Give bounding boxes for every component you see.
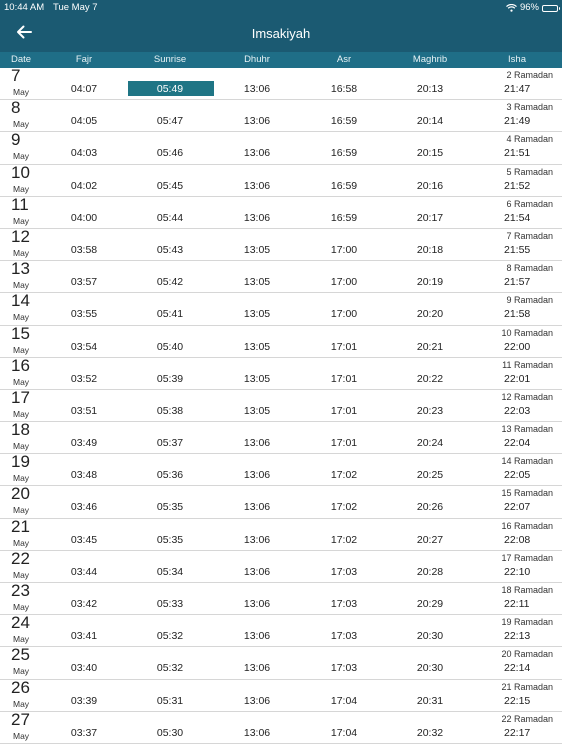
date-month: May bbox=[13, 569, 30, 580]
column-header-dhuhr: Dhuhr bbox=[244, 54, 270, 65]
isha-time: 21:58 bbox=[504, 308, 531, 321]
fajr-time: 03:57 bbox=[70, 276, 98, 289]
hijri-date: 20 Ramadan bbox=[501, 649, 553, 660]
dhuhr-time: 13:05 bbox=[243, 308, 271, 321]
date-day: 25 bbox=[11, 645, 30, 665]
fajr-time: 03:55 bbox=[70, 308, 98, 321]
fajr-time: 03:46 bbox=[70, 501, 98, 514]
fajr-time: 04:05 bbox=[70, 115, 98, 128]
hijri-date: 5 Ramadan bbox=[506, 166, 553, 177]
date-day: 15 bbox=[11, 323, 30, 343]
dhuhr-time: 13:06 bbox=[243, 115, 271, 128]
asr-time: 17:02 bbox=[330, 533, 358, 546]
hijri-date: 17 Ramadan bbox=[501, 552, 553, 563]
hijri-date: 3 Ramadan bbox=[506, 102, 553, 113]
date-month: May bbox=[13, 151, 30, 162]
dhuhr-time: 13:06 bbox=[243, 437, 271, 450]
date-month: May bbox=[13, 666, 30, 677]
maghrib-time: 20:30 bbox=[416, 630, 444, 643]
column-header-maghrib: Maghrib bbox=[412, 54, 448, 65]
date-day: 7 bbox=[11, 66, 21, 85]
date-day: 17 bbox=[11, 387, 30, 407]
fajr-time: 03:37 bbox=[70, 726, 98, 739]
fajr-time: 03:52 bbox=[70, 372, 98, 385]
date-month: May bbox=[13, 247, 30, 258]
date-day: 11 bbox=[11, 194, 29, 214]
dhuhr-time: 13:05 bbox=[243, 276, 271, 289]
dhuhr-time: 13:05 bbox=[243, 372, 271, 385]
date-month: May bbox=[13, 441, 30, 452]
dhuhr-time: 13:06 bbox=[243, 83, 271, 95]
dhuhr-time: 13:06 bbox=[243, 694, 271, 707]
asr-time: 16:59 bbox=[330, 115, 358, 128]
maghrib-time: 20:26 bbox=[416, 501, 444, 514]
asr-time: 17:03 bbox=[330, 662, 358, 675]
date-day: 16 bbox=[11, 355, 30, 375]
hijri-date: 11 Ramadan bbox=[502, 359, 553, 370]
isha-time: 21:54 bbox=[504, 211, 531, 224]
date-day: 18 bbox=[11, 420, 30, 440]
table-row[interactable] bbox=[0, 323, 562, 358]
table-row[interactable] bbox=[0, 486, 562, 518]
fajr-time: 03:45 bbox=[70, 533, 98, 546]
date-day: 23 bbox=[11, 581, 30, 600]
sunrise-time: 05:43 bbox=[156, 243, 184, 256]
column-header-asr: Asr bbox=[336, 54, 352, 65]
date-day: 22 bbox=[11, 548, 30, 568]
sunrise-time: 05:37 bbox=[156, 437, 184, 450]
hijri-date: 22 Ramadan bbox=[501, 713, 553, 724]
maghrib-time: 20:32 bbox=[416, 726, 444, 739]
isha-time: 21:57 bbox=[504, 276, 531, 289]
date-month: May bbox=[13, 505, 30, 516]
dhuhr-time: 13:05 bbox=[243, 340, 271, 353]
fajr-time: 04:07 bbox=[70, 83, 98, 95]
asr-time: 17:01 bbox=[330, 372, 358, 385]
table-row[interactable] bbox=[0, 293, 562, 325]
sunrise-time: 05:40 bbox=[156, 340, 184, 353]
fajr-time: 03:48 bbox=[70, 469, 98, 482]
maghrib-time: 20:20 bbox=[416, 308, 444, 321]
maghrib-time: 20:15 bbox=[416, 147, 444, 160]
date-day: 24 bbox=[11, 613, 30, 633]
status-time: 10:44 AM bbox=[4, 2, 45, 13]
isha-time: 22:13 bbox=[504, 630, 531, 643]
asr-time: 16:59 bbox=[330, 147, 358, 160]
date-month: May bbox=[13, 698, 30, 709]
sunrise-time: 05:41 bbox=[156, 308, 184, 321]
isha-time: 22:04 bbox=[504, 437, 531, 450]
dhuhr-time: 13:06 bbox=[243, 179, 271, 192]
sunrise-time: 05:36 bbox=[156, 469, 184, 482]
date-month: May bbox=[13, 312, 30, 323]
hijri-date: 9 Ramadan bbox=[506, 295, 553, 306]
table-row[interactable] bbox=[0, 548, 562, 583]
table-row[interactable] bbox=[0, 677, 562, 712]
maghrib-time: 20:25 bbox=[416, 469, 444, 482]
maghrib-time: 20:23 bbox=[416, 404, 444, 417]
maghrib-time: 20:21 bbox=[416, 340, 444, 353]
column-header-fajr: Fajr bbox=[75, 54, 93, 65]
date-day: 19 bbox=[11, 452, 30, 472]
isha-time: 22:10 bbox=[504, 565, 531, 578]
hijri-date: 19 Ramadan bbox=[501, 617, 553, 628]
timetable-list[interactable] bbox=[0, 68, 562, 744]
fajr-time: 04:00 bbox=[70, 211, 98, 224]
fajr-time: 03:58 bbox=[70, 243, 98, 256]
dhuhr-time: 13:06 bbox=[243, 598, 271, 610]
date-day: 21 bbox=[11, 516, 30, 536]
isha-time: 22:15 bbox=[504, 694, 531, 707]
sunrise-time: 05:34 bbox=[156, 565, 184, 578]
sunrise-time: 05:45 bbox=[156, 179, 184, 192]
fajr-time: 03:44 bbox=[70, 565, 98, 578]
dhuhr-time: 13:06 bbox=[243, 630, 271, 643]
dhuhr-time: 13:06 bbox=[243, 469, 271, 482]
table-row[interactable] bbox=[0, 454, 562, 486]
isha-time: 22:17 bbox=[504, 726, 531, 739]
status-bar bbox=[0, 0, 562, 16]
isha-time: 22:07 bbox=[504, 501, 531, 514]
sunrise-time: 05:35 bbox=[156, 501, 184, 514]
date-day: 26 bbox=[11, 677, 30, 697]
date-day: 9 bbox=[11, 130, 21, 150]
asr-time: 17:00 bbox=[330, 276, 358, 289]
maghrib-time: 20:29 bbox=[416, 598, 444, 610]
asr-time: 17:04 bbox=[330, 694, 358, 707]
date-month: May bbox=[13, 473, 30, 484]
dhuhr-time: 13:06 bbox=[243, 565, 271, 578]
date-month: May bbox=[13, 215, 30, 226]
hijri-date: 8 Ramadan bbox=[506, 263, 553, 274]
fajr-time: 03:49 bbox=[70, 437, 98, 450]
fajr-time: 03:39 bbox=[70, 694, 98, 707]
sunrise-time: 05:49 bbox=[156, 83, 184, 95]
wifi-icon bbox=[506, 4, 517, 12]
date-day: 10 bbox=[11, 162, 30, 182]
hijri-date: 13 Ramadan bbox=[501, 424, 553, 435]
sunrise-time: 05:35 bbox=[156, 533, 184, 546]
date-month: May bbox=[13, 537, 30, 548]
maghrib-time: 20:27 bbox=[416, 533, 444, 546]
hijri-date: 12 Ramadan bbox=[501, 391, 553, 402]
page-title: Imsakiyah bbox=[251, 26, 311, 41]
hijri-date: 18 Ramadan bbox=[501, 585, 553, 595]
isha-time: 22:00 bbox=[504, 340, 531, 353]
isha-time: 21:47 bbox=[504, 83, 531, 95]
date-month: May bbox=[13, 183, 30, 194]
navigation-bar bbox=[0, 16, 562, 52]
isha-time: 22:14 bbox=[504, 662, 531, 675]
isha-time: 22:03 bbox=[504, 404, 531, 417]
hijri-date: 2 Ramadan bbox=[506, 70, 553, 80]
maghrib-time: 20:24 bbox=[416, 437, 444, 450]
date-day: 8 bbox=[11, 98, 21, 118]
hijri-date: 6 Ramadan bbox=[506, 198, 553, 209]
maghrib-time: 20:30 bbox=[416, 662, 444, 675]
table-row[interactable] bbox=[0, 132, 562, 164]
hijri-date: 16 Ramadan bbox=[501, 520, 553, 531]
sunrise-time: 05:32 bbox=[156, 662, 184, 675]
isha-time: 21:52 bbox=[504, 179, 531, 192]
isha-time: 22:08 bbox=[504, 533, 531, 546]
isha-time: 22:11 bbox=[504, 598, 530, 610]
hijri-date: 4 Ramadan bbox=[506, 134, 553, 145]
date-month: May bbox=[13, 408, 30, 419]
table-row[interactable] bbox=[0, 162, 562, 197]
date-month: May bbox=[13, 344, 30, 355]
battery-percent: 96% bbox=[519, 2, 539, 13]
date-month: May bbox=[13, 280, 30, 291]
table-row[interactable] bbox=[0, 194, 562, 229]
dhuhr-time: 13:06 bbox=[243, 501, 271, 514]
sunrise-time: 05:31 bbox=[156, 694, 184, 707]
date-day: 14 bbox=[11, 291, 30, 311]
date-month: May bbox=[13, 119, 30, 130]
fajr-time: 03:51 bbox=[70, 404, 98, 417]
maghrib-time: 20:16 bbox=[416, 179, 444, 192]
table-row[interactable] bbox=[0, 615, 562, 647]
status-date: Tue May 7 bbox=[53, 2, 98, 13]
date-day: 13 bbox=[11, 259, 30, 279]
hijri-date: 15 Ramadan bbox=[501, 488, 553, 499]
asr-time: 17:01 bbox=[330, 340, 358, 353]
dhuhr-time: 13:05 bbox=[243, 404, 271, 417]
table-row[interactable] bbox=[0, 647, 562, 679]
isha-time: 21:49 bbox=[504, 115, 531, 128]
asr-time: 17:03 bbox=[330, 630, 358, 643]
table-row[interactable] bbox=[0, 68, 562, 100]
fajr-time: 03:41 bbox=[70, 630, 98, 643]
maghrib-time: 20:18 bbox=[416, 243, 444, 256]
table-row[interactable] bbox=[0, 100, 562, 132]
fajr-time: 03:40 bbox=[70, 662, 98, 675]
maghrib-time: 20:31 bbox=[416, 694, 444, 707]
isha-time: 21:55 bbox=[504, 243, 531, 256]
table-row[interactable] bbox=[0, 516, 562, 551]
sunrise-time: 05:39 bbox=[156, 372, 184, 385]
isha-time: 22:01 bbox=[504, 372, 531, 385]
column-header-date: Date bbox=[10, 54, 32, 65]
column-header-sunrise: Sunrise bbox=[153, 54, 187, 65]
asr-time: 17:03 bbox=[330, 598, 358, 610]
table-row[interactable] bbox=[0, 422, 562, 454]
column-header-isha: Isha bbox=[508, 54, 526, 65]
asr-time: 17:00 bbox=[330, 243, 358, 256]
sunrise-time: 05:32 bbox=[156, 630, 184, 643]
isha-time: 22:05 bbox=[504, 469, 531, 482]
asr-time: 17:02 bbox=[330, 501, 358, 514]
hijri-date: 7 Ramadan bbox=[506, 230, 553, 241]
maghrib-time: 20:28 bbox=[416, 565, 444, 578]
sunrise-time: 05:38 bbox=[156, 404, 184, 417]
date-month: May bbox=[13, 376, 30, 387]
hijri-date: 14 Ramadan bbox=[501, 456, 553, 467]
asr-time: 17:00 bbox=[330, 308, 358, 321]
table-row[interactable] bbox=[0, 261, 562, 293]
hijri-date: 10 Ramadan bbox=[501, 327, 553, 338]
maghrib-time: 20:14 bbox=[416, 115, 444, 128]
asr-time: 17:03 bbox=[330, 565, 358, 578]
date-day: 27 bbox=[11, 709, 30, 729]
table-header bbox=[0, 52, 562, 68]
table-row[interactable] bbox=[0, 583, 562, 615]
dhuhr-time: 13:06 bbox=[243, 147, 271, 160]
table-row[interactable] bbox=[0, 387, 562, 422]
table-row[interactable] bbox=[0, 355, 562, 390]
sunrise-time: 05:44 bbox=[156, 211, 184, 224]
battery-icon bbox=[542, 5, 558, 12]
sunrise-time: 05:30 bbox=[156, 726, 184, 739]
sunrise-time: 05:46 bbox=[156, 147, 184, 160]
table-row[interactable] bbox=[0, 709, 562, 744]
dhuhr-time: 13:06 bbox=[243, 726, 271, 739]
asr-time: 17:04 bbox=[330, 726, 358, 739]
maghrib-time: 20:13 bbox=[416, 83, 444, 95]
asr-time: 16:59 bbox=[330, 179, 358, 192]
table-row[interactable] bbox=[0, 226, 562, 261]
date-month: May bbox=[13, 730, 30, 741]
asr-time: 16:58 bbox=[330, 83, 358, 95]
fajr-time: 04:03 bbox=[70, 147, 98, 160]
date-day: 12 bbox=[11, 226, 30, 246]
fajr-time: 03:54 bbox=[70, 340, 98, 353]
dhuhr-time: 13:06 bbox=[243, 533, 271, 546]
dhuhr-time: 13:05 bbox=[243, 243, 271, 256]
dhuhr-time: 13:06 bbox=[243, 662, 271, 675]
sunrise-time: 05:47 bbox=[156, 115, 184, 128]
maghrib-time: 20:17 bbox=[416, 211, 444, 224]
status-indicators bbox=[506, 0, 558, 16]
hijri-date: 21 Ramadan bbox=[501, 681, 553, 692]
fajr-time: 03:42 bbox=[70, 598, 98, 610]
asr-time: 17:02 bbox=[330, 469, 358, 482]
sunrise-time: 05:33 bbox=[156, 598, 184, 610]
date-month: May bbox=[13, 87, 30, 97]
date-day: 20 bbox=[11, 484, 30, 504]
asr-time: 17:01 bbox=[330, 437, 358, 450]
isha-time: 21:51 bbox=[504, 147, 531, 160]
asr-time: 17:01 bbox=[330, 404, 358, 417]
fajr-time: 04:02 bbox=[70, 179, 98, 192]
date-month: May bbox=[13, 602, 30, 612]
maghrib-time: 20:22 bbox=[416, 372, 444, 385]
asr-time: 16:59 bbox=[330, 211, 358, 224]
sunrise-time: 05:42 bbox=[156, 276, 184, 289]
maghrib-time: 20:19 bbox=[416, 276, 444, 289]
dhuhr-time: 13:06 bbox=[243, 211, 271, 224]
date-month: May bbox=[13, 634, 30, 645]
